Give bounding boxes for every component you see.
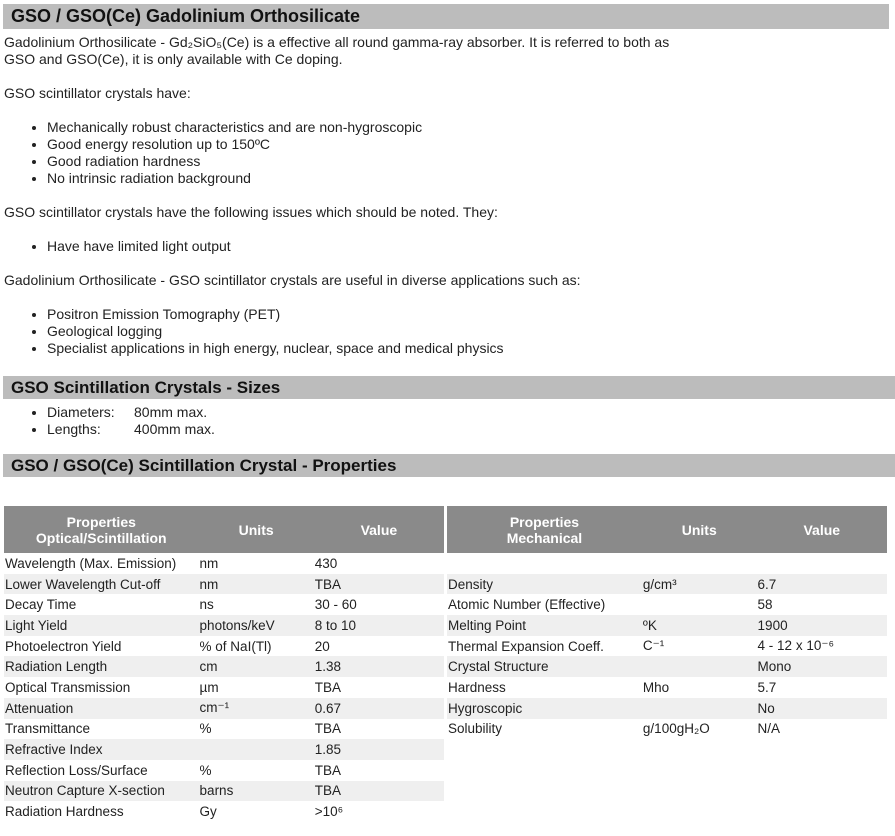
property-cell: Melting Point: [447, 615, 642, 636]
table-row: [447, 615, 887, 636]
property-cell: Light Yield: [4, 615, 199, 636]
units-cell: [642, 656, 757, 677]
features-list: [0, 119, 895, 187]
table-row: [447, 594, 887, 615]
value-cell: 4 - 12 x 10⁻⁶: [757, 638, 835, 654]
units-cell: [199, 739, 314, 760]
table-row: [4, 656, 444, 677]
optical-properties-table: [4, 506, 444, 822]
column-header-value: Value: [757, 506, 887, 553]
units-cell: [642, 553, 757, 574]
table-row: [4, 698, 444, 719]
value-cell: 20: [314, 638, 330, 654]
value-cell: 8 to 10: [314, 615, 444, 636]
value-cell: TBA: [314, 574, 444, 595]
list-item: • Geological logging: [47, 323, 895, 340]
value-cell: Mono: [757, 656, 887, 677]
units-cell: g/cm³: [642, 574, 757, 595]
value-cell: 58: [757, 597, 773, 613]
sizes-list: [0, 404, 895, 438]
list-item: • Have have limited light output: [47, 238, 895, 255]
property-cell: Hygroscopic: [447, 698, 642, 719]
size-key: Diameters:: [47, 404, 115, 420]
sizes-heading: GSO Scintillation Crystals - Sizes: [3, 376, 895, 399]
units-cell: g/100gH₂O: [642, 721, 710, 737]
units-cell: cm⁻¹: [199, 698, 314, 719]
list-item: • Positron Emission Tomography (PET): [47, 306, 895, 323]
column-header-properties: Properties Mechanical: [447, 506, 642, 553]
units-cell: barns: [199, 781, 314, 802]
property-cell: Optical Transmission: [5, 679, 131, 695]
units-cell: C⁻¹: [642, 638, 665, 654]
value-cell: [757, 553, 887, 574]
issues-list: [0, 238, 895, 255]
value-cell: TBA: [314, 721, 342, 737]
column-header-properties: Properties Optical/Scintillation: [4, 506, 199, 553]
property-cell: Hardness: [448, 679, 506, 695]
value-cell: 1900: [757, 615, 887, 636]
value-cell: >10⁶: [314, 804, 344, 820]
table-row: [4, 574, 444, 595]
page-title: GSO / GSO(Ce) Gadolinium Orthosilicate: [3, 4, 889, 29]
units-cell: nm: [199, 574, 314, 595]
table-row: [447, 677, 887, 698]
column-header-units: Units: [199, 506, 314, 553]
table-row: [4, 801, 444, 822]
units-cell: ns: [199, 597, 214, 613]
mechanical-properties-table: [447, 506, 887, 739]
features-intro: GSO scintillator crystals have:: [4, 85, 191, 101]
intro-paragraph-line2: GSO and GSO(Ce), it is only available with Ce doping.: [4, 51, 343, 67]
value-cell: 5.7: [757, 679, 777, 695]
value-cell: TBA: [314, 781, 444, 802]
list-item: • Good radiation hardness: [47, 153, 895, 170]
table-row: [4, 760, 444, 781]
table-row: [4, 719, 444, 740]
units-cell: photons/keV: [199, 615, 314, 636]
property-cell: Attenuation: [4, 698, 199, 719]
table-row: [4, 781, 444, 802]
list-item: [47, 404, 895, 421]
units-cell: Gy: [199, 804, 217, 820]
table-row: [447, 719, 887, 740]
property-cell: Thermal Expansion Coeff.: [448, 638, 604, 654]
units-cell: %: [199, 762, 212, 778]
table-row: [4, 677, 444, 698]
units-cell: [642, 698, 757, 719]
table-row: [447, 698, 887, 719]
intro-paragraph-line1: Gadolinium Orthosilicate - Gd₂SiO₅(Ce) is a effective all round gamma-ray absorber. It is referred to both as: [4, 34, 670, 50]
value-cell: 30 - 60: [314, 597, 357, 613]
units-cell: % of NaI(Tl): [199, 638, 272, 654]
table-row: [447, 636, 887, 657]
size-value: 400mm max.: [134, 421, 215, 437]
property-cell: [447, 553, 642, 574]
property-cell: Radiation Hardness: [5, 804, 124, 820]
value-cell: 0.67: [314, 698, 444, 719]
units-cell: nm: [199, 555, 219, 571]
property-cell: Wavelength (Max. Emission): [5, 555, 177, 571]
value-cell: TBA: [314, 762, 342, 778]
value-cell: 6.7: [757, 574, 887, 595]
value-cell: 430: [314, 555, 338, 571]
units-cell: µm: [199, 679, 219, 695]
property-cell: Refractive Index: [4, 739, 199, 760]
table-row: [447, 574, 887, 595]
value-cell: 1.38: [314, 656, 444, 677]
value-cell: 1.85: [314, 739, 444, 760]
size-key: Lengths:: [47, 421, 101, 437]
property-cell: Neutron Capture X-section: [4, 781, 199, 802]
property-cell: Radiation Length: [4, 656, 199, 677]
property-cell: Atomic Number (Effective): [448, 597, 606, 613]
property-cell: Photoelectron Yield: [5, 638, 122, 654]
property-cell: Crystal Structure: [447, 656, 642, 677]
list-item: • Mechanically robust characteristics and are non-hygroscopic: [47, 119, 895, 136]
properties-heading: GSO / GSO(Ce) Scintillation Crystal - Properties: [3, 454, 895, 477]
property-cell: Solubility: [448, 721, 503, 737]
property-cell: Lower Wavelength Cut-off: [4, 574, 199, 595]
table-row: [447, 553, 887, 574]
table-row: [4, 615, 444, 636]
table-row: [4, 553, 444, 574]
property-cell: Decay Time: [5, 597, 77, 613]
units-cell: Mho: [642, 679, 670, 695]
units-cell: %: [199, 721, 212, 737]
property-cell: Transmittance: [5, 721, 91, 737]
table-row: [447, 656, 887, 677]
value-cell: No: [757, 698, 887, 719]
applications-intro: Gadolinium Orthosilicate - GSO scintillator crystals are useful in diverse applications such as:: [4, 272, 581, 288]
list-item: • Specialist applications in high energy, nuclear, space and medical physics: [47, 340, 895, 357]
units-cell: cm: [199, 656, 314, 677]
value-cell: N/A: [757, 721, 781, 737]
list-item: • Good energy resolution up to 150ºC: [47, 136, 895, 153]
list-item: • No intrinsic radiation background: [47, 170, 895, 187]
value-cell: TBA: [314, 679, 342, 695]
applications-list: [0, 306, 895, 357]
issues-intro: GSO scintillator crystals have the following issues which should be noted. They:: [4, 204, 498, 220]
property-cell: Density: [447, 574, 642, 595]
column-header-value: Value: [314, 506, 444, 553]
property-cell: Reflection Loss/Surface: [5, 762, 148, 778]
units-cell: ºK: [642, 615, 757, 636]
table-row: [4, 594, 444, 615]
column-header-units: Units: [642, 506, 757, 553]
units-cell: [642, 594, 757, 615]
size-value: 80mm max.: [134, 404, 208, 420]
list-item: [47, 421, 895, 438]
table-row: [4, 739, 444, 760]
table-row: [4, 636, 444, 657]
